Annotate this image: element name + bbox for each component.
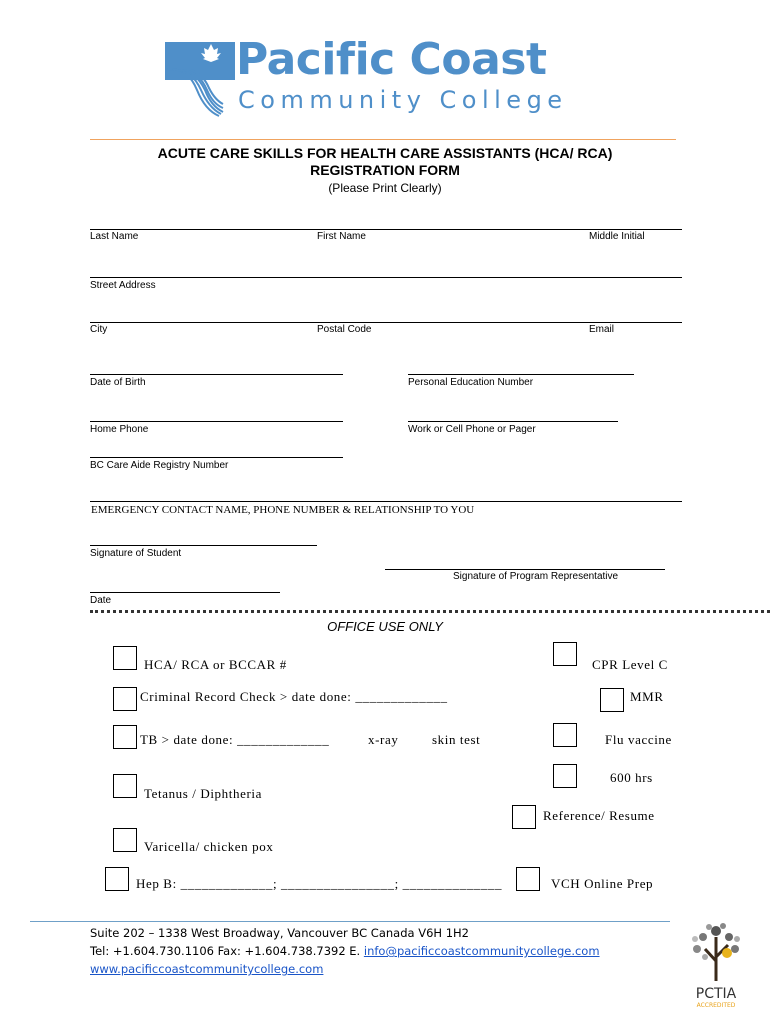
rep-signature-label: Signature of Program Representative bbox=[453, 571, 619, 582]
pctia-badge bbox=[683, 917, 749, 1009]
last-name-label: Last Name bbox=[90, 231, 139, 242]
tetanus-label: Tetanus / Diphtheria bbox=[144, 786, 262, 801]
header-rule bbox=[90, 139, 676, 140]
city-label: City bbox=[90, 324, 108, 335]
hep-b-label: Hep B: _____________; ________________; ______________ bbox=[136, 876, 503, 891]
skin-test-label: skin test bbox=[432, 732, 481, 747]
xray-label: x-ray bbox=[368, 732, 399, 747]
footer-phone-fax: Tel: +1.604.730.1106 Fax: +1.604.738.7392 E. bbox=[90, 944, 364, 958]
footer-rule bbox=[30, 921, 670, 922]
vch-label: VCH Online Prep bbox=[551, 876, 654, 891]
logo-subtitle: Community College bbox=[238, 86, 568, 114]
hours-label: 600 hrs bbox=[610, 770, 653, 785]
maple-leaf-wave-icon bbox=[165, 40, 235, 118]
pen-label: Personal Education Number bbox=[408, 377, 534, 388]
form-subtitle: (Please Print Clearly) bbox=[328, 181, 442, 195]
postal-code-label: Postal Code bbox=[317, 324, 372, 335]
dob-line[interactable] bbox=[90, 374, 343, 375]
logo-wordmark: Pacific Coast bbox=[236, 34, 547, 85]
emergency-line[interactable] bbox=[90, 501, 682, 502]
hca-checkbox[interactable] bbox=[113, 646, 137, 670]
date-label: Date bbox=[90, 595, 112, 606]
cpr-checkbox[interactable] bbox=[553, 642, 577, 666]
form-title-line2: REGISTRATION FORM bbox=[310, 162, 460, 178]
pctia-wordmark: PCTIA bbox=[695, 986, 737, 1002]
city-line[interactable] bbox=[90, 322, 682, 323]
varicella-checkbox[interactable] bbox=[113, 828, 137, 852]
student-signature-line[interactable] bbox=[90, 545, 317, 546]
home-phone-label: Home Phone bbox=[90, 424, 149, 435]
hep-b-checkbox[interactable] bbox=[105, 867, 129, 891]
reference-label: Reference/ Resume bbox=[543, 808, 655, 823]
vch-checkbox[interactable] bbox=[516, 867, 540, 891]
footer-contact bbox=[90, 944, 600, 958]
form-title: ACUTE CARE SKILLS FOR HEALTH CARE ASSISTANTS (HCA/ RCA) bbox=[157, 145, 613, 161]
flu-checkbox[interactable] bbox=[553, 723, 577, 747]
hours-checkbox[interactable] bbox=[553, 764, 577, 788]
cpr-label: CPR Level C bbox=[592, 657, 668, 672]
work-phone-line[interactable] bbox=[408, 421, 618, 422]
footer-address: Suite 202 – 1338 West Broadway, Vancouver BC Canada V6H 1H2 bbox=[90, 926, 469, 940]
mmr-label: MMR bbox=[630, 689, 664, 704]
reference-checkbox[interactable] bbox=[512, 805, 536, 829]
footer-email-link[interactable]: info@pacificcoastcommunitycollege.com bbox=[363, 944, 600, 958]
pctia-accredited: ACCREDITED bbox=[696, 1002, 736, 1009]
street-address-label: Street Address bbox=[90, 280, 156, 291]
date-line[interactable] bbox=[90, 592, 280, 593]
tree-icon bbox=[683, 917, 749, 983]
registry-label: BC Care Aide Registry Number bbox=[90, 460, 229, 471]
office-use-heading: OFFICE USE ONLY bbox=[327, 619, 443, 634]
tb-checkbox[interactable] bbox=[113, 725, 137, 749]
student-signature-label: Signature of Student bbox=[90, 548, 182, 559]
emergency-label: EMERGENCY CONTACT NAME, PHONE NUMBER & RELATIONSHIP TO YOU bbox=[91, 504, 475, 516]
mmr-checkbox[interactable] bbox=[600, 688, 624, 712]
street-line[interactable] bbox=[90, 277, 682, 278]
footer-website-link[interactable]: www.pacificcoastcommunitycollege.com bbox=[90, 962, 324, 976]
dob-label: Date of Birth bbox=[90, 377, 146, 388]
email-label: Email bbox=[589, 324, 615, 335]
first-name-label: First Name bbox=[317, 231, 366, 242]
work-phone-label: Work or Cell Phone or Pager bbox=[408, 424, 536, 435]
home-phone-line[interactable] bbox=[90, 421, 343, 422]
hca-label: HCA/ RCA or BCCAR # bbox=[144, 657, 287, 672]
rep-signature-line[interactable] bbox=[385, 569, 665, 570]
pen-line[interactable] bbox=[408, 374, 634, 375]
criminal-record-label: Criminal Record Check > date done: _____________ bbox=[140, 689, 448, 704]
office-divider bbox=[90, 610, 770, 613]
middle-initial-label: Middle Initial bbox=[589, 231, 645, 242]
criminal-record-checkbox[interactable] bbox=[113, 687, 137, 711]
varicella-label: Varicella/ chicken pox bbox=[144, 839, 274, 854]
name-line[interactable] bbox=[90, 229, 682, 230]
tetanus-checkbox[interactable] bbox=[113, 774, 137, 798]
flu-label: Flu vaccine bbox=[605, 732, 672, 747]
registry-line[interactable] bbox=[90, 457, 343, 458]
tb-label: TB > date done: _____________ bbox=[140, 732, 330, 747]
